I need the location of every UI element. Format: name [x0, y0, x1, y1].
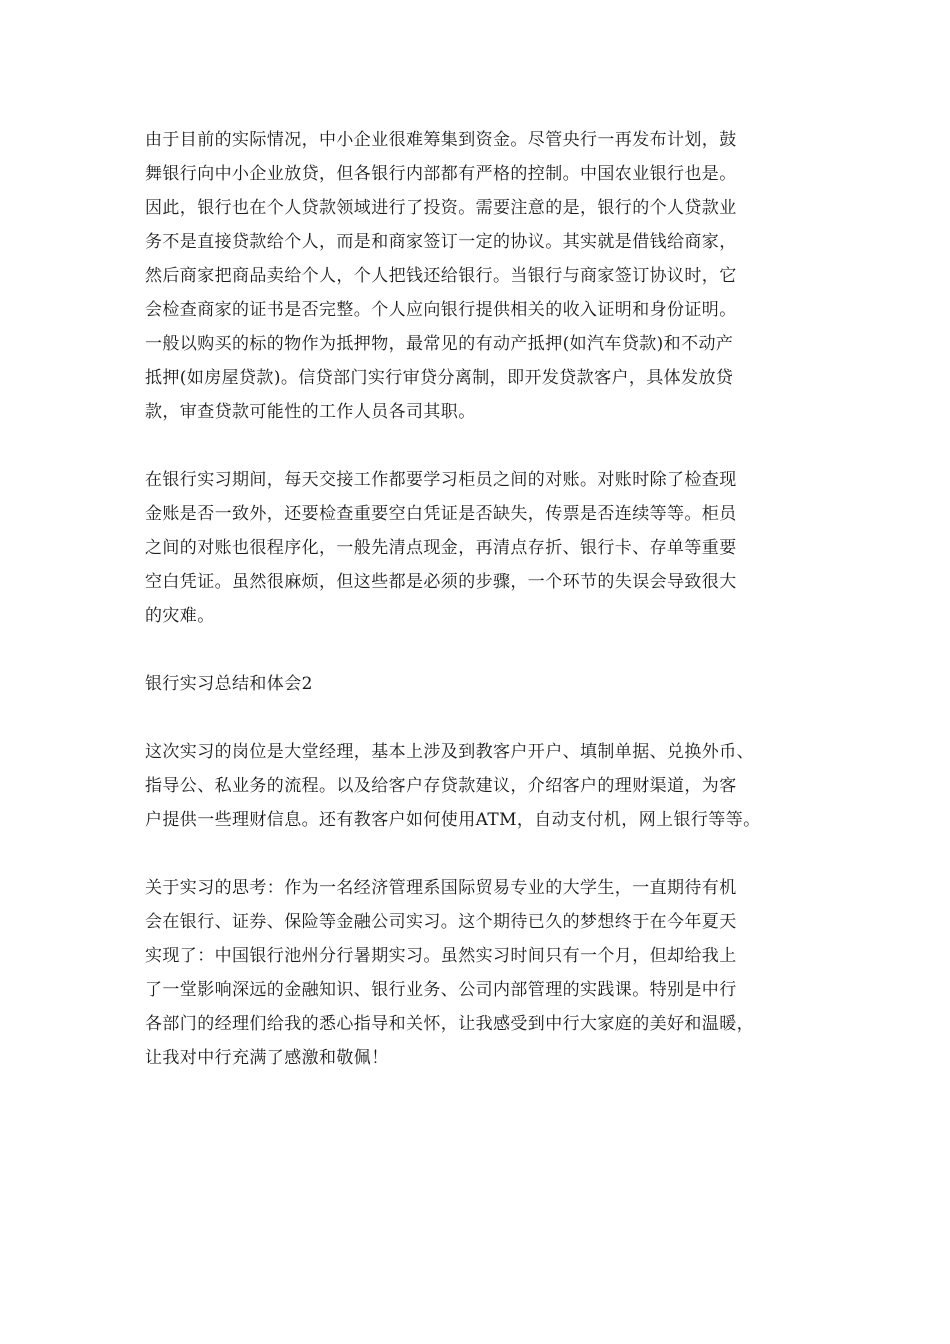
text-line: 舞银行向中小企业放贷，但各银行内部都有严格的控制。中国农业银行也是。	[145, 164, 737, 184]
text-line: 一般以购买的标的物作为抵押物，最常见的有动产抵押(如汽车贷款)和不动产	[145, 334, 734, 354]
text-line: 然后商家把商品卖给个人，个人把钱还给银行。当银行与商家签订协议时，它	[145, 266, 737, 286]
text-line: 空白凭证。虽然很麻烦，但这些都是必须的步骤，一个环节的失误会导致很大	[145, 572, 737, 592]
text-line: 了一堂影响深远的金融知识、银行业务、公司内部管理的实践课。特别是中行	[145, 980, 737, 1000]
paragraph-gap	[145, 429, 810, 463]
text-line: 由于目前的实际情况，中小企业很难筹集到资金。尽管央行一再发布计划，鼓	[145, 130, 737, 150]
paragraph-gap	[145, 633, 810, 667]
text-line: 各部门的经理们给我的悉心指导和关怀，让我感受到中行大家庭的美好和温暖，	[145, 1014, 754, 1034]
text-line: 金账是否一致外，还要检查重要空白凭证是否缺失，传票是否连续等等。柜员	[145, 504, 737, 524]
text-line: 户提供一些理财信息。还有教客户如何使用ATM，自动支付机，网上银行等等。	[145, 810, 761, 830]
text-line: 务不是直接贷款给个人，而是和商家签订一定的协议。其实就是借钱给商家，	[145, 232, 737, 252]
text-line: 这次实习的岗位是大堂经理，基本上涉及到教客户开户、填制单据、兑换外币、	[145, 742, 754, 762]
paragraph-reflection	[145, 871, 810, 1075]
text-line: 指导公、私业务的流程。以及给客户存贷款建议，介绍客户的理财渠道，为客	[145, 776, 737, 796]
document-body	[145, 123, 810, 1075]
text-line: 会在银行、证券、保险等金融公司实习。这个期待已久的梦想终于在今年夏天	[145, 912, 737, 932]
paragraph-personal-loans	[145, 123, 810, 429]
paragraph-lobby-manager	[145, 735, 810, 837]
text-line: 因此，银行也在个人贷款领域进行了投资。需要注意的是，银行的个人贷款业	[145, 198, 737, 218]
text-line: 让我对中行充满了感激和敬佩！	[145, 1048, 389, 1068]
section-heading	[145, 667, 810, 701]
text-line: 在银行实习期间，每天交接工作都要学习柜员之间的对账。对账时除了检查现	[145, 470, 737, 490]
text-line: 款，审查贷款可能性的工作人员各司其职。	[145, 402, 476, 422]
text-line: 的灾难。	[145, 606, 215, 626]
section-heading-text: 银行实习总结和体会2	[145, 674, 313, 694]
paragraph-gap	[145, 701, 810, 735]
text-line: 会检查商家的证书是否完整。个人应向银行提供相关的收入证明和身份证明。	[145, 300, 737, 320]
text-line: 实现了：中国银行池州分行暑期实习。虽然实习时间只有一个月，但却给我上	[145, 946, 737, 966]
text-line: 关于实习的思考：作为一名经济管理系国际贸易专业的大学生，一直期待有机	[145, 878, 737, 898]
paragraph-gap	[145, 837, 810, 871]
paragraph-teller-reconciliation	[145, 463, 810, 633]
text-line: 之间的对账也很程序化，一般先清点现金，再清点存折、银行卡、存单等重要	[145, 538, 737, 558]
text-line: 抵押(如房屋贷款)。信贷部门实行审贷分离制，即开发贷款客户，具体发放贷	[145, 368, 734, 388]
